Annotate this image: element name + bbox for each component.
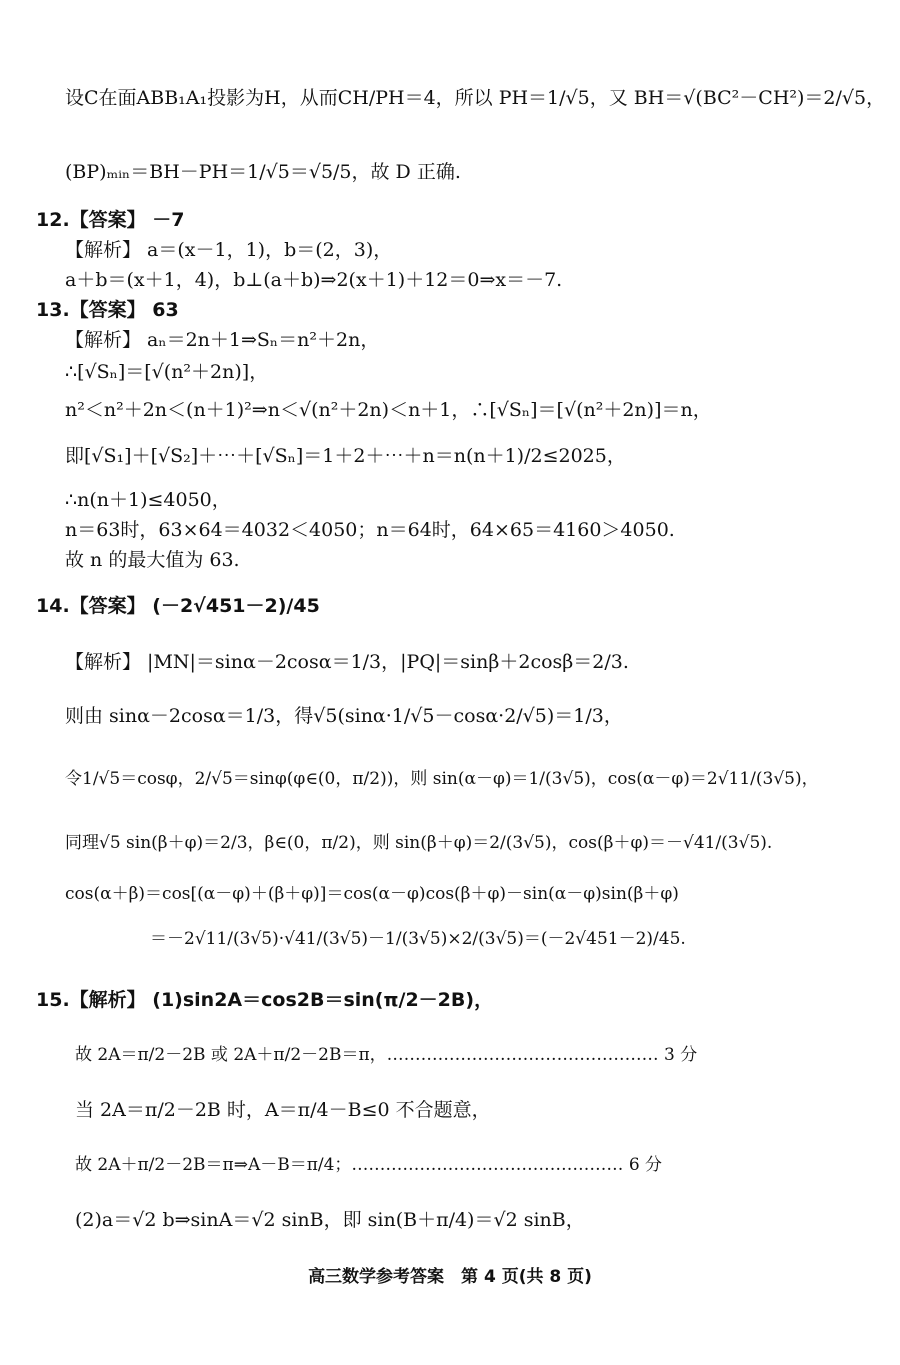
page-footer: 高三数学参考答案 第 4 页(共 8 页) xyxy=(308,1267,592,1287)
text-line: ∴n(n＋1)≤4050， xyxy=(65,489,231,511)
text-line: 【解析】 |MN|＝sinα－2cosα＝1/3，|PQ|＝sinβ＋2cosβ＝2/3. xyxy=(65,651,629,673)
text-line: 设C在面ABB₁A₁投影为H，从而CH/PH＝4，所以 PH＝1/√5，又 BH＝√(BC²－CH²)＝2/√5， xyxy=(65,87,886,109)
text-line: n＝63时，63×64＝4032＜4050；n＝64时，64×65＝4160＞4050. xyxy=(65,519,675,541)
text-line: n²＜n²＋2n＜(n＋1)²⇒n＜√(n²＋2n)＜n＋1，∴[√Sₙ]＝[√(n²＋2n)]＝n， xyxy=(65,399,712,421)
text-line: 故 2A＝π/2－2B 或 2A＋π/2－2B＝π，………………………………………… 3 分 xyxy=(75,1045,698,1065)
answer-heading-13: 13.【答案】 63 xyxy=(36,299,179,321)
text-line: 令1/√5＝cosφ，2/√5＝sinφ(φ∈(0，π/2))，则 sin(α－φ)＝1/(3√5)，cos(α－φ)＝2√11/(3√5)， xyxy=(65,769,819,789)
text-line: a＋b＝(x＋1，4)，b⊥(a＋b)⇒2(x＋1)＋12＝0⇒x＝－7. xyxy=(65,269,563,291)
text-line: 故 n 的最大值为 63. xyxy=(65,549,240,571)
answer-heading-12: 12.【答案】 －7 xyxy=(36,209,185,231)
text-line: (BP)ₘᵢₙ＝BH－PH＝1/√5＝√5/5，故 D 正确. xyxy=(65,161,461,183)
text-line: cos(α＋β)＝cos[(α－φ)＋(β＋φ)]＝cos(α－φ)cos(β＋φ)－sin(α－φ)sin(β＋φ) xyxy=(65,884,679,904)
text-line: 【解析】 a＝(x－1，1)，b＝(2，3)， xyxy=(65,239,393,261)
text-line: (2)a＝√2 b⇒sinA＝√2 sinB，即 sin(B＋π/4)＝√2 sinB， xyxy=(75,1209,585,1231)
text-line: 则由 sinα－2cosα＝1/3，得√5(sinα·1/√5－cosα·2/√5)＝1/3， xyxy=(65,705,623,727)
answer-heading-15: 15.【解析】 (1)sin2A＝cos2B＝sin(π/2－2B)， xyxy=(36,989,494,1011)
text-line: 【解析】 aₙ＝2n＋1⇒Sₙ＝n²＋2n， xyxy=(65,329,380,351)
text-line: 故 2A＋π/2－2B＝π⇒A－B＝π/4；………………………………………… 6 分 xyxy=(75,1155,663,1175)
answer-heading-14: 14.【答案】 (－2√451－2)/45 xyxy=(36,595,320,617)
text-line: ＝－2√11/(3√5)·√41/(3√5)－1/(3√5)×2/(3√5)＝(－2√451－2)/45. xyxy=(150,929,686,949)
text-line: ∴[√Sₙ]＝[√(n²＋2n)]， xyxy=(65,361,269,383)
text-line: 即[√S₁]＋[√S₂]＋⋯＋[√Sₙ]＝1＋2＋⋯＋n＝n(n＋1)/2≤2025， xyxy=(65,445,626,467)
text-line: 同理√5 sin(β＋φ)＝2/3，β∈(0，π/2)，则 sin(β＋φ)＝2/(3√5)，cos(β＋φ)＝－√41/(3√5). xyxy=(65,833,773,853)
text-line: 当 2A＝π/2－2B 时，A＝π/4－B≤0 不合题意， xyxy=(75,1099,491,1121)
